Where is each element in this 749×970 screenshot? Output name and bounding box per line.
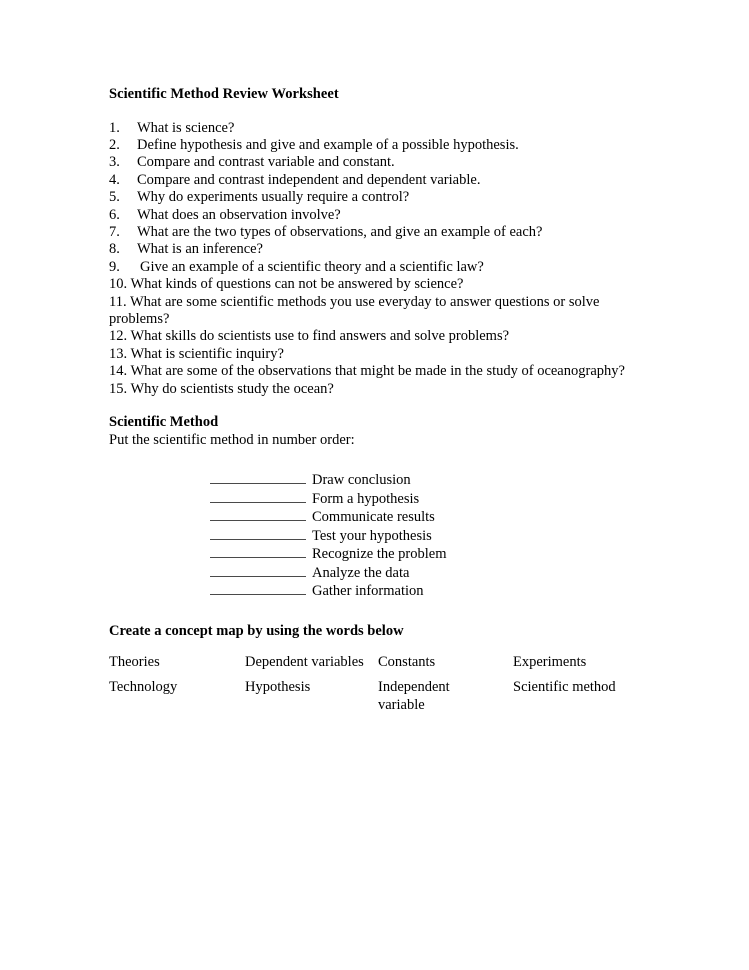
question-number: 8. bbox=[109, 241, 120, 258]
question-item: 15. Why do scientists study the ocean? bbox=[109, 380, 334, 397]
question-item: 11. What are some scientific methods you use everyday to answer questions or solve problems? bbox=[109, 293, 600, 327]
question-item bbox=[109, 207, 649, 224]
table-row-spacer bbox=[109, 671, 649, 679]
question-number: 1. bbox=[109, 119, 120, 136]
spacer-cell bbox=[378, 671, 513, 679]
question-text: Compare and contrast variable and constant. bbox=[137, 154, 395, 171]
ordering-row bbox=[109, 490, 649, 509]
question-number: 3. bbox=[109, 154, 120, 171]
word-cell: Dependent variables bbox=[245, 654, 364, 670]
spacer-cell bbox=[245, 671, 378, 679]
document-body bbox=[109, 86, 649, 714]
ordering-step-label: Draw conclusion bbox=[312, 472, 411, 488]
spacer bbox=[109, 104, 649, 120]
ordering-row bbox=[109, 471, 649, 490]
question-item: 10. What kinds of questions can not be answered by science? bbox=[109, 276, 464, 293]
question-item: 13. What is scientific inquiry? bbox=[109, 345, 284, 362]
question-item bbox=[109, 137, 649, 154]
page-title: Scientific Method Review Worksheet bbox=[109, 86, 339, 102]
section-instruction: Put the scientific method in number order: bbox=[109, 431, 355, 448]
ordering-step-label: Communicate results bbox=[312, 509, 435, 525]
word-cell: Scientific method bbox=[513, 679, 616, 696]
table-row bbox=[109, 654, 649, 671]
word-cell: Experiments bbox=[513, 654, 587, 670]
spacer bbox=[109, 601, 649, 623]
question-item bbox=[109, 241, 649, 258]
ordering-row bbox=[109, 545, 649, 564]
spacer-cell bbox=[513, 671, 649, 679]
word-cell: Hypothesis bbox=[245, 679, 311, 696]
answer-blank[interactable] bbox=[210, 490, 306, 503]
word-cell: Constants bbox=[378, 654, 436, 670]
question-number: 4. bbox=[109, 171, 120, 188]
ordering-step-label: Analyze the data bbox=[312, 564, 410, 581]
question-text: What does an observation involve? bbox=[137, 206, 341, 223]
question-item: 12. What skills do scientists use to find answers and solve problems? bbox=[109, 328, 510, 345]
question-text: What is an inference? bbox=[137, 241, 263, 258]
question-text: Define hypothesis and give and example of a possible hypothesis. bbox=[137, 136, 519, 153]
ordering-step-label: Recognize the problem bbox=[312, 546, 447, 562]
spacer bbox=[109, 398, 649, 414]
question-item: 14. What are some of the observations that might be made in the study of oceanography? bbox=[109, 363, 625, 380]
concept-map-word-table bbox=[109, 654, 649, 714]
question-text: Give an example of a scientific theory and a scientific law? bbox=[140, 258, 484, 275]
ordering-step-label: Form a hypothesis bbox=[312, 490, 420, 507]
ordering-row bbox=[109, 527, 649, 546]
answer-blank[interactable] bbox=[210, 471, 306, 484]
question-number: 6. bbox=[109, 206, 120, 223]
section-heading-scientific-method: Scientific Method bbox=[109, 414, 219, 430]
question-item bbox=[109, 154, 649, 171]
word-cell-wrapping bbox=[378, 679, 513, 714]
question-number: 9. bbox=[109, 258, 120, 275]
ordering-row bbox=[109, 508, 649, 527]
ordering-step-label: Gather information bbox=[312, 583, 424, 599]
table-row bbox=[109, 679, 649, 714]
ordering-row bbox=[109, 564, 649, 583]
answer-blank[interactable] bbox=[210, 527, 306, 540]
question-number: 5. bbox=[109, 189, 120, 206]
section-heading-concept-map: Create a concept map by using the words below bbox=[109, 622, 404, 639]
question-text: Why do experiments usually require a control? bbox=[137, 189, 410, 206]
question-text: Compare and contrast independent and dependent variable. bbox=[137, 171, 481, 188]
question-number: 2. bbox=[109, 136, 120, 153]
ordering-row bbox=[109, 582, 649, 601]
question-item bbox=[109, 172, 649, 189]
review-question-list bbox=[109, 120, 649, 399]
question-item bbox=[109, 224, 649, 241]
word-cell: Theories bbox=[109, 654, 160, 670]
question-number: 7. bbox=[109, 223, 120, 240]
question-item bbox=[109, 120, 649, 137]
question-item bbox=[109, 189, 649, 206]
answer-blank[interactable] bbox=[210, 582, 306, 595]
question-text: What are the two types of observations, and give an example of each? bbox=[137, 223, 543, 240]
answer-blank[interactable] bbox=[210, 564, 306, 577]
word-cell: Technology bbox=[109, 679, 178, 696]
spacer-cell bbox=[109, 671, 245, 679]
question-text: What is science? bbox=[137, 119, 235, 136]
word-text: Independent variable bbox=[378, 679, 450, 713]
ordering-exercise bbox=[109, 471, 649, 601]
ordering-step-label: Test your hypothesis bbox=[312, 527, 432, 544]
question-item bbox=[109, 259, 649, 276]
answer-blank[interactable] bbox=[210, 545, 306, 558]
answer-blank[interactable] bbox=[210, 508, 306, 521]
